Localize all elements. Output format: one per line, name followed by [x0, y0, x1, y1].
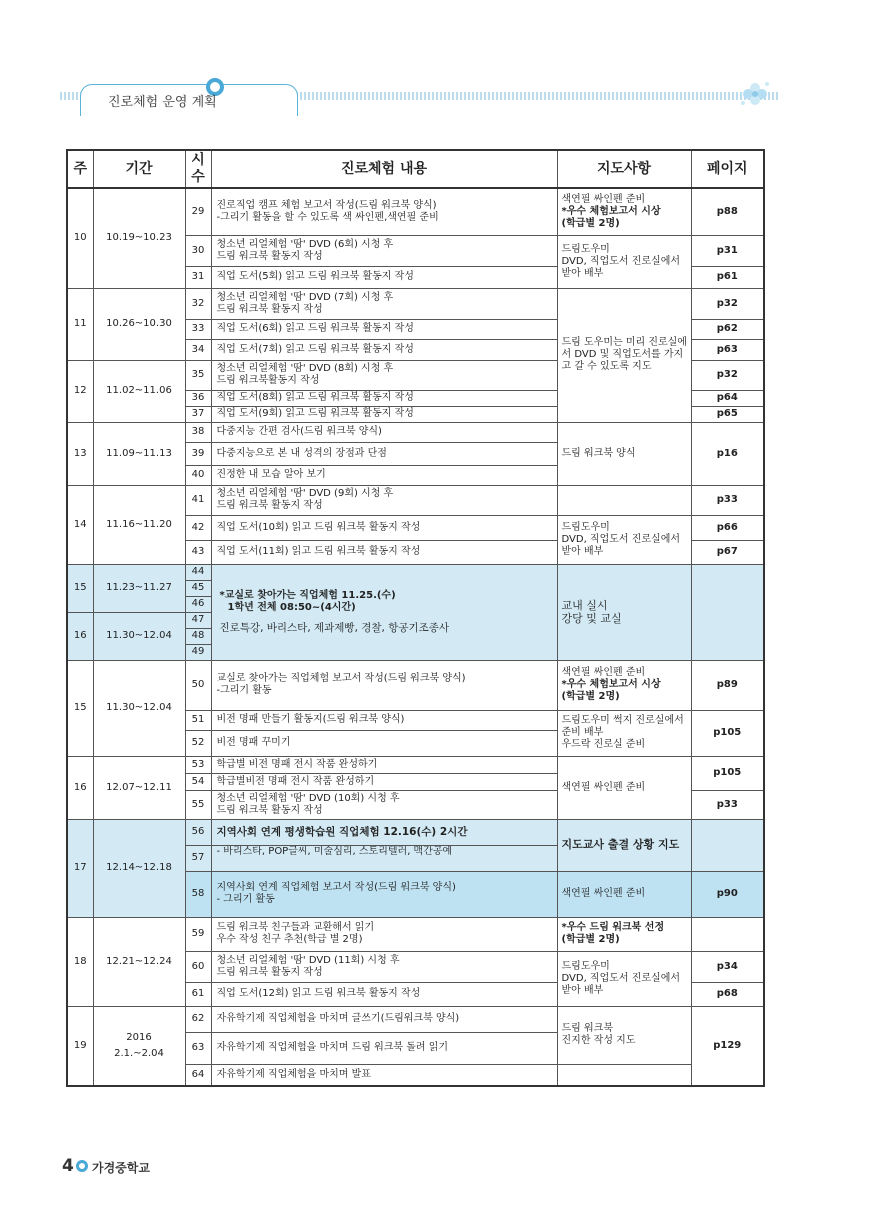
hour-cell: 39	[185, 442, 211, 465]
content-cell: 직업 도서(5회) 읽고 드림 워크북 활동지 작성	[211, 266, 557, 288]
content-highlight-line: 1학년 전체 08:50~(4시간)	[227, 601, 356, 613]
content-cell: 직업 도서(12회) 읽고 드림 워크북 활동지 작성	[211, 982, 557, 1006]
content-cell: 드림 워크북 친구들과 교환해서 읽기 우수 작성 친구 추천(학급 별 2명)	[211, 917, 557, 951]
period-cell: 2016 2.1.~2.04	[93, 1006, 185, 1086]
content-cell: 비전 명패 만들기 활동지(드림 워크북 양식)	[211, 710, 557, 730]
header-guide: 지도사항	[557, 150, 691, 188]
hour-cell: 46	[185, 596, 211, 612]
hour-cell: 49	[185, 644, 211, 660]
week-cell: 11	[67, 288, 93, 360]
page-cell: p63	[691, 339, 764, 360]
hour-cell: 53	[185, 756, 211, 773]
guide-cell: 드림도우미 DVD, 직업도서 진로실에서 받아 배부	[557, 235, 691, 288]
page-cell	[691, 819, 764, 871]
page-cell: p32	[691, 360, 764, 390]
content-cell: 자유학기제 직업체험을 마치며 드림 워크북 돌려 읽기	[211, 1032, 557, 1064]
hour-cell: 41	[185, 485, 211, 515]
content-cell: 직업 도서(11회) 읽고 드림 워크북 활동지 작성	[211, 540, 557, 564]
page-cell	[691, 564, 764, 660]
period-cell: 12.07~12.11	[93, 756, 185, 819]
page-title: 진로체험 운영 계획	[108, 95, 217, 110]
content-highlight-line: *교실로 찾아가는 직업체험 11.25.(수)	[219, 589, 396, 601]
header-period: 기간	[93, 150, 185, 188]
page-cell: p16	[691, 422, 764, 485]
hour-cell: 48	[185, 628, 211, 644]
hour-cell: 43	[185, 540, 211, 564]
hour-cell: 50	[185, 660, 211, 710]
guide-cell: 교내 실시 강당 및 교실	[557, 564, 691, 660]
guide-cell: 색연필 싸인펜 준비	[557, 756, 691, 819]
content-cell: 청소년 리얼체험 '땀' DVD (6회) 시청 후 드림 워크북 활동지 작성	[211, 235, 557, 266]
week-cell: 18	[67, 917, 93, 1006]
guide-cell: 드림도우미 썩지 진로실에서 준비 배부 우드락 진로실 준비	[557, 710, 691, 756]
table-row	[67, 188, 764, 235]
week-cell: 16	[67, 756, 93, 819]
content-cell: 청소년 리얼체험 '땀' DVD (7회) 시청 후 드림 워크북 활동지 작성	[211, 288, 557, 319]
content-cell: - 바리스타, POP글씨, 미술심리, 스토리텔러, 맥간공예	[211, 845, 557, 871]
period-cell: 11.09~11.13	[93, 422, 185, 485]
hour-cell: 45	[185, 580, 211, 596]
page-cell: p33	[691, 485, 764, 515]
guide-cell	[557, 1064, 691, 1086]
table-row	[67, 660, 764, 710]
page-cell: p33	[691, 790, 764, 819]
page-header	[60, 78, 780, 118]
hour-cell: 40	[185, 465, 211, 485]
hour-cell: 32	[185, 288, 211, 319]
week-cell: 16	[67, 612, 93, 660]
content-line: 진로특강, 바리스타, 제과제빵, 경찰, 항공기조종사	[219, 621, 450, 634]
table-row	[67, 422, 764, 442]
period-cell: 10.26~10.30	[93, 288, 185, 360]
period-cell: 12.14~12.18	[93, 819, 185, 917]
hour-cell: 34	[185, 339, 211, 360]
content-cell: 비전 명패 꾸미기	[211, 730, 557, 756]
content-cell: 직업 도서(7회) 읽고 드림 워크북 활동지 작성	[211, 339, 557, 360]
content-cell: 청소년 리얼체험 '땀' DVD (8회) 시청 후 드림 워크북활동지 작성	[211, 360, 557, 390]
hour-cell: 30	[185, 235, 211, 266]
week-cell: 12	[67, 360, 93, 422]
page-cell	[691, 917, 764, 951]
table-row	[67, 1006, 764, 1032]
hour-cell: 64	[185, 1064, 211, 1086]
hour-cell: 42	[185, 515, 211, 540]
header-page: 페이지	[691, 150, 764, 188]
hour-cell: 47	[185, 612, 211, 628]
week-cell: 14	[67, 485, 93, 564]
header-week: 주	[67, 150, 93, 188]
guide-cell	[557, 485, 691, 515]
table-row	[67, 288, 764, 319]
guide-text: 색연필 싸인펜 준비	[561, 667, 646, 678]
page-cell: p66	[691, 515, 764, 540]
content-cell: 진로직업 캠프 체험 보고서 작성(드림 워크북 양식) -그리기 활동을 할 수 있도록 색 싸인펜,색연필 준비	[211, 188, 557, 235]
page-cell: p89	[691, 660, 764, 710]
hour-cell: 44	[185, 564, 211, 580]
hour-cell: 54	[185, 773, 211, 790]
table-row	[67, 756, 764, 773]
guide-text: 색연필 싸인펜 준비	[561, 193, 646, 205]
page-cell: p90	[691, 871, 764, 917]
content-cell: 다중지능으로 본 내 성격의 장점과 단점	[211, 442, 557, 465]
content-cell: 자유학기제 직업체험을 마치며 글쓰기(드림워크북 양식)	[211, 1006, 557, 1032]
guide-cell: 지도교사 출결 상황 지도	[557, 819, 691, 871]
period-cell: 11.30~12.04	[93, 660, 185, 756]
page-cell: p105	[691, 710, 764, 756]
content-cell: 진정한 내 모습 알아 보기	[211, 465, 557, 485]
guide-cell	[557, 660, 691, 710]
hour-cell: 61	[185, 982, 211, 1006]
guide-cell: 드림 워크북 양식	[557, 422, 691, 485]
hour-cell: 59	[185, 917, 211, 951]
table-row	[67, 485, 764, 515]
week-cell: 19	[67, 1006, 93, 1086]
week-cell: 15	[67, 564, 93, 612]
hour-cell: 35	[185, 360, 211, 390]
page-cell: p34	[691, 951, 764, 982]
content-cell: 자유학기제 직업체험을 마치며 발표	[211, 1064, 557, 1086]
content-cell: 학급별 비전 명패 전시 작품 완성하기	[211, 756, 557, 773]
period-cell: 11.23~11.27	[93, 564, 185, 612]
content-cell: 지역사회 연계 직업체험 보고서 작성(드림 워크북 양식) - 그리기 활동	[211, 871, 557, 917]
page-cell: p68	[691, 982, 764, 1006]
content-cell: 직업 도서(9회) 읽고 드림 워크북 활동지 작성	[211, 406, 557, 422]
hour-cell: 29	[185, 188, 211, 235]
content-cell: 청소년 리얼체험 '땀' DVD (11회) 시청 후 드림 워크북 활동지 작성	[211, 951, 557, 982]
flower-decoration-icon	[738, 78, 772, 108]
guide-award-text: *우수 체험보고서 시상 (학급별 2명)	[561, 679, 661, 702]
guide-award-text: *우수 체험보고서 시상 (학급별 2명)	[561, 205, 661, 229]
page-cell: p31	[691, 235, 764, 266]
footer-circle-icon	[76, 1160, 88, 1172]
table-row	[67, 819, 764, 845]
content-cell: 직업 도서(8회) 읽고 드림 워크북 활동지 작성	[211, 390, 557, 406]
hour-cell: 60	[185, 951, 211, 982]
page-cell: p62	[691, 319, 764, 339]
guide-cell: 드림도우미 DVD, 직업도서 진로실에서 받아 배부	[557, 515, 691, 564]
hour-cell: 57	[185, 845, 211, 871]
table-header-row	[67, 150, 764, 188]
guide-cell: *우수 드림 워크북 선정 (학급별 2명)	[557, 917, 691, 951]
period-cell: 11.30~12.04	[93, 612, 185, 660]
hour-cell: 31	[185, 266, 211, 288]
period-cell: 12.21~12.24	[93, 917, 185, 1006]
hour-cell: 33	[185, 319, 211, 339]
career-experience-plan-table	[66, 149, 765, 1087]
hour-cell: 58	[185, 871, 211, 917]
page-cell: p65	[691, 406, 764, 422]
school-name: 가경중학교	[92, 1161, 150, 1175]
period-cell: 10.19~10.23	[93, 188, 185, 288]
table-row	[67, 564, 764, 580]
hour-cell: 55	[185, 790, 211, 819]
content-cell: 지역사회 연계 평생학습원 직업체험 12.16(수) 2시간	[211, 819, 557, 845]
page-cell: p88	[691, 188, 764, 235]
guide-cell	[557, 188, 691, 235]
hour-cell: 51	[185, 710, 211, 730]
hour-cell: 37	[185, 406, 211, 422]
hour-cell: 63	[185, 1032, 211, 1064]
content-cell: 직업 도서(10회) 읽고 드림 워크북 활동지 작성	[211, 515, 557, 540]
guide-cell: 드림도우미 DVD, 직업도서 진로실에서 받아 배부	[557, 951, 691, 1006]
header-hours: 시수	[185, 150, 211, 188]
content-cell: 다중지능 간편 검사(드림 워크북 양식)	[211, 422, 557, 442]
week-cell: 13	[67, 422, 93, 485]
period-cell: 11.16~11.20	[93, 485, 185, 564]
week-cell: 10	[67, 188, 93, 288]
content-cell: 교실로 찾아가는 직업체험 보고서 작성(드림 워크북 양식) -그리기 활동	[211, 660, 557, 710]
page-cell: p105	[691, 756, 764, 790]
hour-cell: 52	[185, 730, 211, 756]
guide-cell: 드림 도우미는 미리 진로실에서 DVD 및 직업도서를 가지고 갈 수 있도록 지도	[557, 288, 691, 422]
hour-cell: 38	[185, 422, 211, 442]
page-cell: p67	[691, 540, 764, 564]
content-cell: 청소년 리얼체험 '땀' DVD (9회) 시청 후 드림 워크북 활동지 작성	[211, 485, 557, 515]
content-cell: 학급별비전 명패 전시 작품 완성하기	[211, 773, 557, 790]
hour-cell: 62	[185, 1006, 211, 1032]
page-cell: p129	[691, 1006, 764, 1086]
period-cell: 11.02~11.06	[93, 360, 185, 422]
page-cell: p32	[691, 288, 764, 319]
hour-cell: 36	[185, 390, 211, 406]
content-cell	[211, 564, 557, 660]
week-cell: 17	[67, 819, 93, 917]
page-number: 4	[62, 1156, 74, 1176]
table-row	[67, 917, 764, 951]
content-cell: 청소년 리얼체험 '땀' DVD (10회) 시청 후 드림 워크북 활동지 작성	[211, 790, 557, 819]
content-cell: 직업 도서(6회) 읽고 드림 워크북 활동지 작성	[211, 319, 557, 339]
hour-cell: 56	[185, 819, 211, 845]
guide-cell: 드림 워크북 진지한 작성 지도	[557, 1006, 691, 1064]
page-cell: p61	[691, 266, 764, 288]
page-cell: p64	[691, 390, 764, 406]
guide-cell: 색연필 싸인펜 준비	[557, 871, 691, 917]
week-cell: 15	[67, 660, 93, 756]
header-content: 진로체험 내용	[211, 150, 557, 188]
